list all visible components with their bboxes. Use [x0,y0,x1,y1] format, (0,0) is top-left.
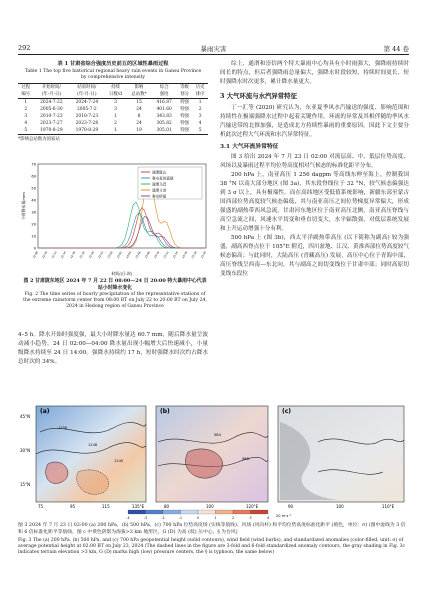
y-tick-label: 40 [31,198,36,203]
table-cell: 2024-7-22 [40,100,63,105]
y-tick-label: 50 [31,186,36,191]
table1-header-row2 [18,91,208,99]
x-tick-label: 23-14 [172,251,179,260]
colorbar-tick: -1 [178,516,183,520]
colorbar-segment [216,510,234,514]
panel-b-label: (b) [160,408,170,415]
colorbar-tick: 0 [196,516,200,520]
colorbar-segment [181,510,199,514]
lon-label: 115 [102,504,110,509]
y-tick-label: 60 [31,174,36,179]
x-tick-label: 23-20 [200,251,207,260]
legend-label: 通渭马营 [152,182,167,187]
right-paragraph-1: 综上，通渭和崇信两个特大暴雨中心均具有小时雨强大，强降雨持续时间长的特点，但后者强降雨总量偏大，强降水时段较短，持续时间更长，短时强降水时次更多，累计降水量更大。 [220,61,409,85]
x-tick-label: 22-16 [69,251,77,260]
th: 日数/d [105,91,127,99]
lon-label: 110°E [382,504,395,509]
table-cell: 1 [24,100,28,105]
y-tick-label: 30 [31,210,36,215]
panel-c-label: (c) [282,408,292,415]
table-cell: 3 [114,107,117,112]
colorbar-tick: -2 [161,516,165,520]
x-tick-label: 23-16 [181,251,189,260]
figure3-caption-cn: 图 3 2024 年 7 月 23 日 02:00 (a) 200 hPa，(b) 500 hPa，(c) 700 hPa 位势高度场 (实线等值线)、风场 (风向杆) 和平均位势高度标准化距平 (填色，单位：σ) (图中虚线为 3 倍和 6 倍标准化距平等值线，图 c 中黄色阴影为海拔>3 km 地形区，G (D) 为高 (低) 压中心，§ 为台风) [18,523,406,535]
th: 结束时间/ [69,84,105,92]
panel-a-label: (a) [40,408,50,415]
colorbar-tick: -4 [126,516,130,520]
table-cell: 1970-8-29 [69,127,105,135]
x-tick-label: 23-08 [144,251,151,260]
table1-caption-cn: 表 1 甘肃省综合强度历史前五的区域性暴雨过程 [57,61,169,67]
table1 [18,83,208,135]
colorbar-segment [128,510,146,514]
table-cell: 4 [198,121,202,126]
table-row [18,113,208,120]
th: 总站数* [126,91,151,99]
table-cell: 1 [114,114,117,119]
table1-header-row1 [18,84,208,92]
volume-label: 第 44 卷 [383,45,409,53]
table-cell: 1 [198,100,202,105]
colorbar-segment [146,510,164,514]
x-tick-label: 23-04 [125,251,133,260]
th: (年-月-日) [69,91,105,99]
right-paragraph-3: 图 3 给出 2024 年 7 月 23 日 02:00 对流层高、中、低层位势高度、风场以及暴雨过程平均位势高度相对气候态的标准化距平分布。 [220,154,409,169]
lon-label: 95 [70,504,76,509]
th: 过程 [18,84,34,92]
table-cell: 1 [105,127,127,135]
table-cell: 24 [136,121,142,126]
table1-block [18,60,208,142]
table-cell: 2023-7-27 [40,121,63,126]
legend-label: 秦安桥镇 [152,194,167,199]
colorbar-tick: 4 [266,516,270,520]
table-cell: 特强 [180,114,189,119]
table-cell: 343.83 [156,114,172,119]
right-paragraph-5: 500 hPa 上 (图 3b)，西太平洋副热带高压 (以下简称为副高) 较为强盛，副高西脊点位于 105°E 附近，四川盆地、江汉、黄淮西部位势高度较气候态偏高；与此同时，大陆高压 (青藏高压) 发展，高压中心位于青海中部，高压脊线呈西南—东北向，其与副高之间切变线位于甘肃中部；同时高原切变线东段位 [220,235,409,277]
lon-label: 135°E [132,504,145,509]
table-cell: 401.60 [156,107,172,112]
table-cell: 2 [24,107,28,112]
table-cell: 15 [136,100,142,105]
series-line [38,213,206,248]
y-tick-label: 20 [31,222,36,227]
table-row [18,99,208,107]
figure2-caption-cn: 图 2 甘肃陇东地区 2024 年 7 月 22 日 08:00—24 日 20:00 特大暴雨中心代表站小时降水变化 [23,278,207,291]
lon-label: 100 [206,504,214,509]
table-cell: 5 [192,127,208,135]
contour-label: 584 [214,433,221,437]
table-cell: 2010-7-23 [75,114,99,119]
figure3-caption-block [18,522,409,556]
table-row [18,120,208,127]
figure2-chart [20,160,210,276]
table-cell: 305.01 [152,127,177,135]
colorbar-tick: 3 [249,516,252,520]
x-tick-label: 22-10 [41,251,49,260]
table-cell: 特强 [177,127,193,135]
series-line [38,208,206,248]
table-cell: 特强 [180,107,189,112]
figure3-maps [18,402,409,520]
section-3-title: 3 大气环流与水汽异常特征 [220,92,297,100]
lon-label: 120°E [246,504,259,509]
x-tick-label: 22-18 [79,251,86,260]
right-column-text [220,60,409,279]
lat-label: 30°N [20,448,31,453]
figure3-panel-c [278,406,404,509]
colorbar-tick: 2 [231,516,235,520]
th: 持续 [105,84,127,92]
th: 强度 [152,91,177,99]
th: 划分 [177,91,193,99]
wind-key: 20 m·s⁻¹ [276,514,292,518]
th: (年-月-日) [34,91,70,99]
x-axis-label: 时间/(日-时) [111,271,133,276]
table-cell: 4 [24,121,28,126]
table-row [18,127,208,135]
y-tick-label: 0 [33,246,36,251]
series-line [38,202,206,248]
table-cell: 特强 [180,121,189,126]
table-cell: 特强 [180,100,189,105]
x-tick-label: 22-12 [51,251,58,260]
table-cell: 3 [198,114,202,119]
x-tick-label: 23-18 [191,251,198,260]
y-tick-label: 70 [31,162,36,167]
th: 等级 [177,84,193,92]
contour-label: 1248 [88,443,98,447]
lat-label: 45°N [20,414,31,419]
lon-label: 100 [336,504,344,509]
th: 影响 [126,84,151,92]
legend-label: 通渭陇山 [152,170,167,175]
table-cell: 5 [18,127,34,135]
table-cell: 19 [126,127,151,135]
colorbar-segment [163,510,181,514]
colorbar-tick: 1 [214,516,217,520]
x-tick-label: 23-06 [135,251,142,260]
journal-name: 暴雨灾害 [200,45,227,53]
table-cell: 2 [114,121,117,126]
lon-label: 80 [164,504,170,509]
x-tick-label: 23-00 [107,251,114,260]
colorbar-segment [198,510,216,514]
lon-label: 90 [288,504,294,509]
table-cell: 2005-6-30 [40,107,63,112]
x-tick-label: 23-10 [153,251,161,260]
series-line [38,217,206,248]
page-number: 292 [18,44,31,52]
right-paragraph-4: 200 hPa 上，南亚高压 1 256 dagpm 等高线东伸至海上，控制我国 38 °N 以南大部分地区 (图 3a)，其东段脊线位于 32 °N，较气候态偏强达到 3 σ 以上，具有极端性。而在高纬地区受低值系统影响，新疆东部至蒙古国西部位势高度较气候态偏低，其与南亚高压之间位势梯度异常偏大，形成强盛的副热带西风急流，甘肃河东地区位于南亚高压北侧，南亚高压脊线与高空急流之间，风速水平切变和垂直切变大，水平辐散强，对低层系统发展和上升运动增强十分有利。 [220,172,409,232]
table-cell: 2005-7-2 [77,107,97,112]
colorbar-segment [251,510,269,514]
figure2-caption-block [22,278,208,310]
figure2-caption-en: Fig. 2 The time series of hourly precipitation of the representative stations of the extreme rainstorm center from 08:00 BT on July 22 to 20:00 BT on July 24, 2024 in Hedong region of Gansu Province [23,292,207,309]
table-cell: 2010-7-23 [40,114,63,119]
th: 排序 [192,91,208,99]
th: 开始时间/ [34,84,70,92]
legend-label: 通渭义岗 [152,188,167,193]
y-axis-label: 小时降水量/mm [21,192,26,220]
contour-label: 588 [242,457,249,461]
section-3-1-title: 3.1 大气环流异常特征 [220,144,279,150]
table-cell: 8 [137,114,141,119]
x-tick-label: 23-02 [116,251,123,260]
table1-note: *影响总站数为国家站 [18,137,60,142]
figure3-colorbar [126,510,269,520]
contour-label: 1256 [58,426,68,430]
figure3-caption-en: Fig. 3 The (a) 200 hPa, (b) 500 hPa, and (c) 700 hPa geopotential height (solid contours), wind field (wind barbs), and standardized anomalies (color-filled, unit: σ) of average potential height at 02:00 BT on July 23, 2024 (The dashed lines in the figure are 3-fold and 6-fold standardized anomaly contours, the gray shading in Fig. 3c indicates terrain elevation >3 km, G (D) marks high (low) pressure centers, the § is typhoon, the same below) [18,538,406,555]
colorbar-segment [233,510,251,514]
th: 编号 [18,91,34,99]
contour-label: 1240 [114,459,124,463]
y-tick-label: 10 [31,234,36,239]
x-tick-label: 22-14 [60,251,67,260]
table-cell: 2 [198,107,202,112]
figure3-panel-b [156,406,268,509]
x-tick-label: 23-12 [163,251,170,260]
table-row [18,106,208,113]
th: 综合 [152,84,177,92]
right-paragraph-2: 丁一汇等 (2020) 研究认为，东亚夏季风水汽输送的强度、影响范围和持续性在极端强降水过程中起着关键作用，环流的异常及其相伴随的季风水汽输送带的北推加强，是造成北方持续性暴雨的重要原因。因此下文主要分析此次过程大气环流和水汽异常特征。 [220,105,409,138]
table-cell: 3 [114,100,117,105]
figure3-panel-a [20,406,146,509]
table1-caption-en: Table 1 The top five historical regional heavy rain events in Gansu Province by comprehensive intensity [24,69,202,80]
colorbar-tick: -3 [143,516,148,520]
th: 历史 [192,84,208,92]
x-tick-label: 22-22 [97,251,105,260]
table-cell: 1970-8-29 [34,127,70,135]
x-tick-label: 22-20 [88,251,95,260]
table-cell: 305.82 [156,121,172,126]
x-tick-label: 22-08 [32,251,39,260]
table-cell: 24 [136,107,142,112]
legend-label: 秦安县郭嘉镇 [152,176,174,181]
lat-label: 15°N [20,482,31,487]
header-rule [18,54,409,55]
figure3 [18,402,409,520]
table-cell: 2023-7-28 [75,121,99,126]
lon-label: 75 [38,504,44,509]
table-cell: 416.87 [156,100,172,105]
table-cell: 3 [24,114,28,119]
table-cell: 2024-7-24 [75,100,99,105]
left-paragraph: 4–5 h。降水开始时强度强，最大小时降水量达 60.7 mm，随后降水量呈波动减小趋势。24 日 02:00—04:00 降水量出现小幅增大后快速减小，小量级降水持续至 24 日 14:00。强降水持续约 17 h，短时强降水时次约占降水总时次的 34%。 [18,332,208,365]
left-column-text [18,331,208,367]
